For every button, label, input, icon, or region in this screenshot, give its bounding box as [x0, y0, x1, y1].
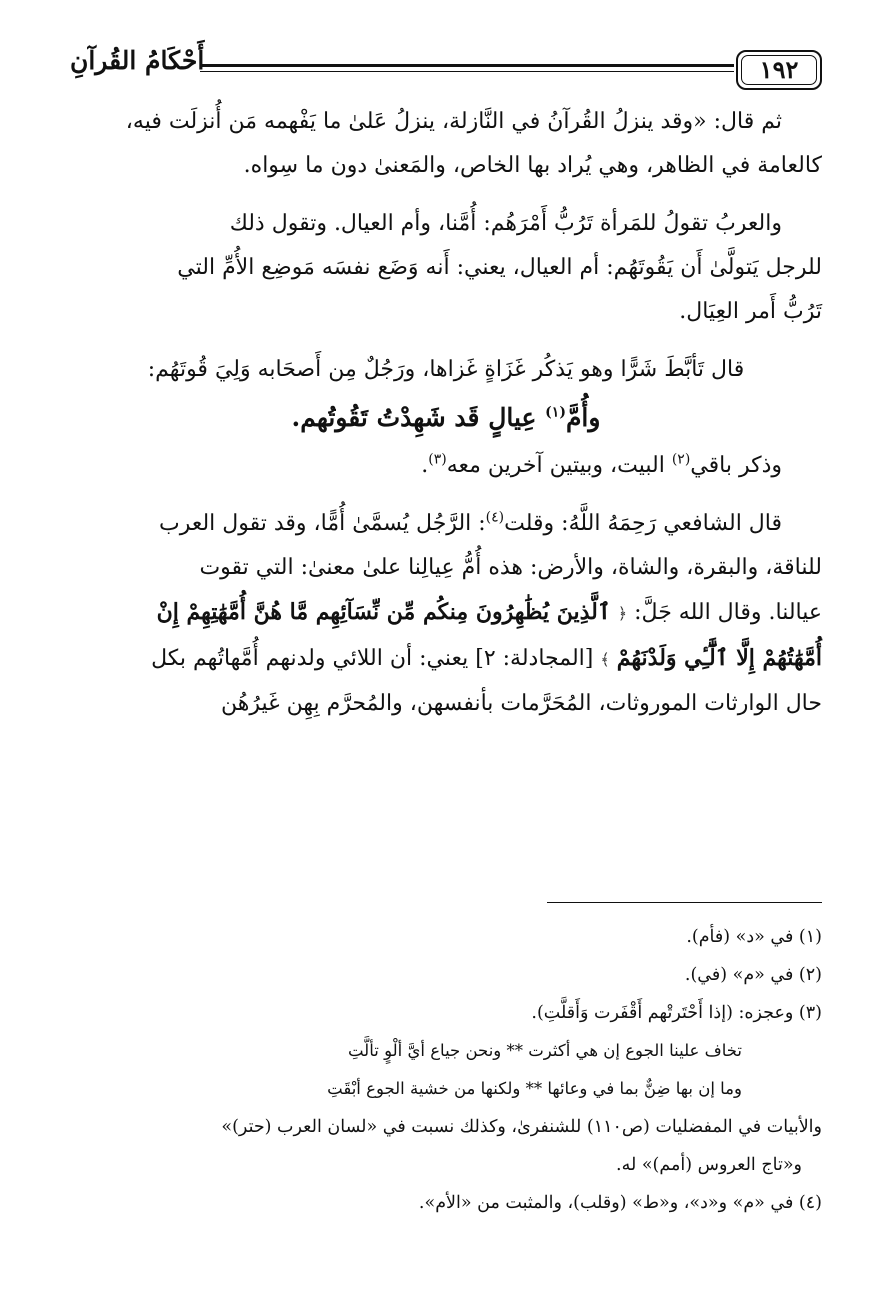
footnote-ref: (٢) [671, 451, 691, 468]
text-run: قال الشافعي رَحِمَهُ اللَّهُ: وقلت [504, 511, 782, 536]
footnote: (٢) في «م» (في). [684, 965, 822, 985]
footnote: (١) في «د» (فأم). [686, 927, 822, 947]
quran-bracket-close-icon: ﴾ [600, 650, 610, 669]
footnote-verse: تخاف علينا الجوع إن هي أكثرت ** ونحن جياع أيَّ ألْوٍ تألَّتِ [347, 1041, 742, 1060]
text-run: البيت، وبيتين آخرين معه [446, 453, 672, 478]
footnote: والأبيات في المفضليات (ص١١٠) للشنفرىٰ، وكذلك نسبت في «لسان العرب (حتر)» [221, 1117, 822, 1137]
footnote: (٤) في «م» و«د»، و«ط» (وقلب)، والمثبت من «الأم». [418, 1193, 822, 1213]
paragraph-line: ثم قال: «وقد ينزلُ القُرآنُ في النَّازلة، ينزلُ عَلىٰ ما يَفْهمه مَن أُنزلَت فيه، [125, 109, 782, 134]
footnote-separator [547, 902, 822, 903]
page-number: ١٩٢ [736, 50, 822, 90]
paragraph-line: للرجل يَتولَّىٰ أَن يَقُوتَهُم: أم العيال، يعني: أَنه وَضَع نفسَه مَوضِع الأُمِّ التي [177, 255, 822, 280]
poem-text: وأُمَّ [565, 403, 601, 432]
quran-text: ٱلَّذِينَ يُظَٰهِرُونَ مِنكُم مِّن نِّسَآئِهِم مَّا هُنَّ أُمَّهَٰتِهِمْ إِنْ [156, 599, 611, 625]
paragraph-line: والعربُ تقولُ للمَرأة تَرُبُّ أَمْرَهُم: أُمَّنا، وأم العيال. وتقول ذلك [229, 211, 782, 236]
footnote: (٣) وعجزه: (إذا أَحْتَرتْهم أَقْفَرت وَأَقلَّتِ). [531, 1003, 822, 1023]
text-run: عيالنا. وقال الله جَلَّ: [627, 600, 822, 625]
text-run: وذكر باقي [690, 453, 782, 478]
main-text [70, 100, 822, 726]
footnote-verse: وما إن بها ضِنٌّ بما في وعائها ** ولكنها من خشية الجوع أبْقَتِ [327, 1079, 742, 1098]
paragraph-line: كالعامة في الظاهر، وهي يُراد بها الخاص، والمَعنىٰ دون ما سِواه. [243, 153, 822, 178]
text-run: [المجادلة: ٢] يعني: أن اللائي ولدنهم أُمَّهاتُهم بكل [151, 646, 601, 671]
paragraph-line [70, 590, 822, 636]
quran-bracket-open-icon: ﴿ [617, 604, 628, 623]
quran-text: أُمَّهَٰتُهُمْ إِلَّا ٱلَّٰٓـِٔي وَلَدْنَهُمْ [616, 645, 822, 671]
text-run: : الرَّجُل يُسمَّىٰ أُمًّا، وقد تقول العرب [159, 511, 486, 536]
footnotes [70, 918, 822, 1222]
page-header [70, 40, 822, 96]
footnote-ref: (٣) [428, 451, 447, 468]
book-title: أَحْكَامُ القُرآنِ [70, 46, 205, 75]
paragraph-line [70, 444, 822, 488]
header-rule [200, 64, 734, 72]
footnote-ref: (٤) [485, 509, 505, 526]
paragraph-line: حال الوارثات الموروثات، المُحَرَّمات بأنفسهن، والمُحرَّم بِهِن غَيرُهُن [220, 691, 822, 716]
paragraph-line: للناقة، والبقرة، والشاة، والأرض: هذه أُمُّ عِيالِنا علىٰ معنىٰ: التي تقوت [199, 555, 822, 580]
paragraph-line [70, 502, 822, 546]
footnote-ref: (١) [545, 404, 566, 421]
text-run: . [421, 453, 429, 478]
poem-text: عِيالٍ قَد شَهِدْتُ تَقُوتُهم. [291, 403, 546, 432]
footnote: و«تاج العروس (أمم)» له. [616, 1155, 802, 1175]
paragraph-line: تَرُبُّ أَمر العِيَال. [679, 299, 822, 324]
paragraph-line: قال تَأبَّطَ شَرًّا وهو يَذكُر غَزَاةٍ غَزاها، ورَجُلٌ مِن أَصحَابه وَلِيَ قُوتَهُم: [147, 357, 745, 382]
poem-verse [70, 392, 822, 444]
paragraph-line [70, 636, 822, 682]
